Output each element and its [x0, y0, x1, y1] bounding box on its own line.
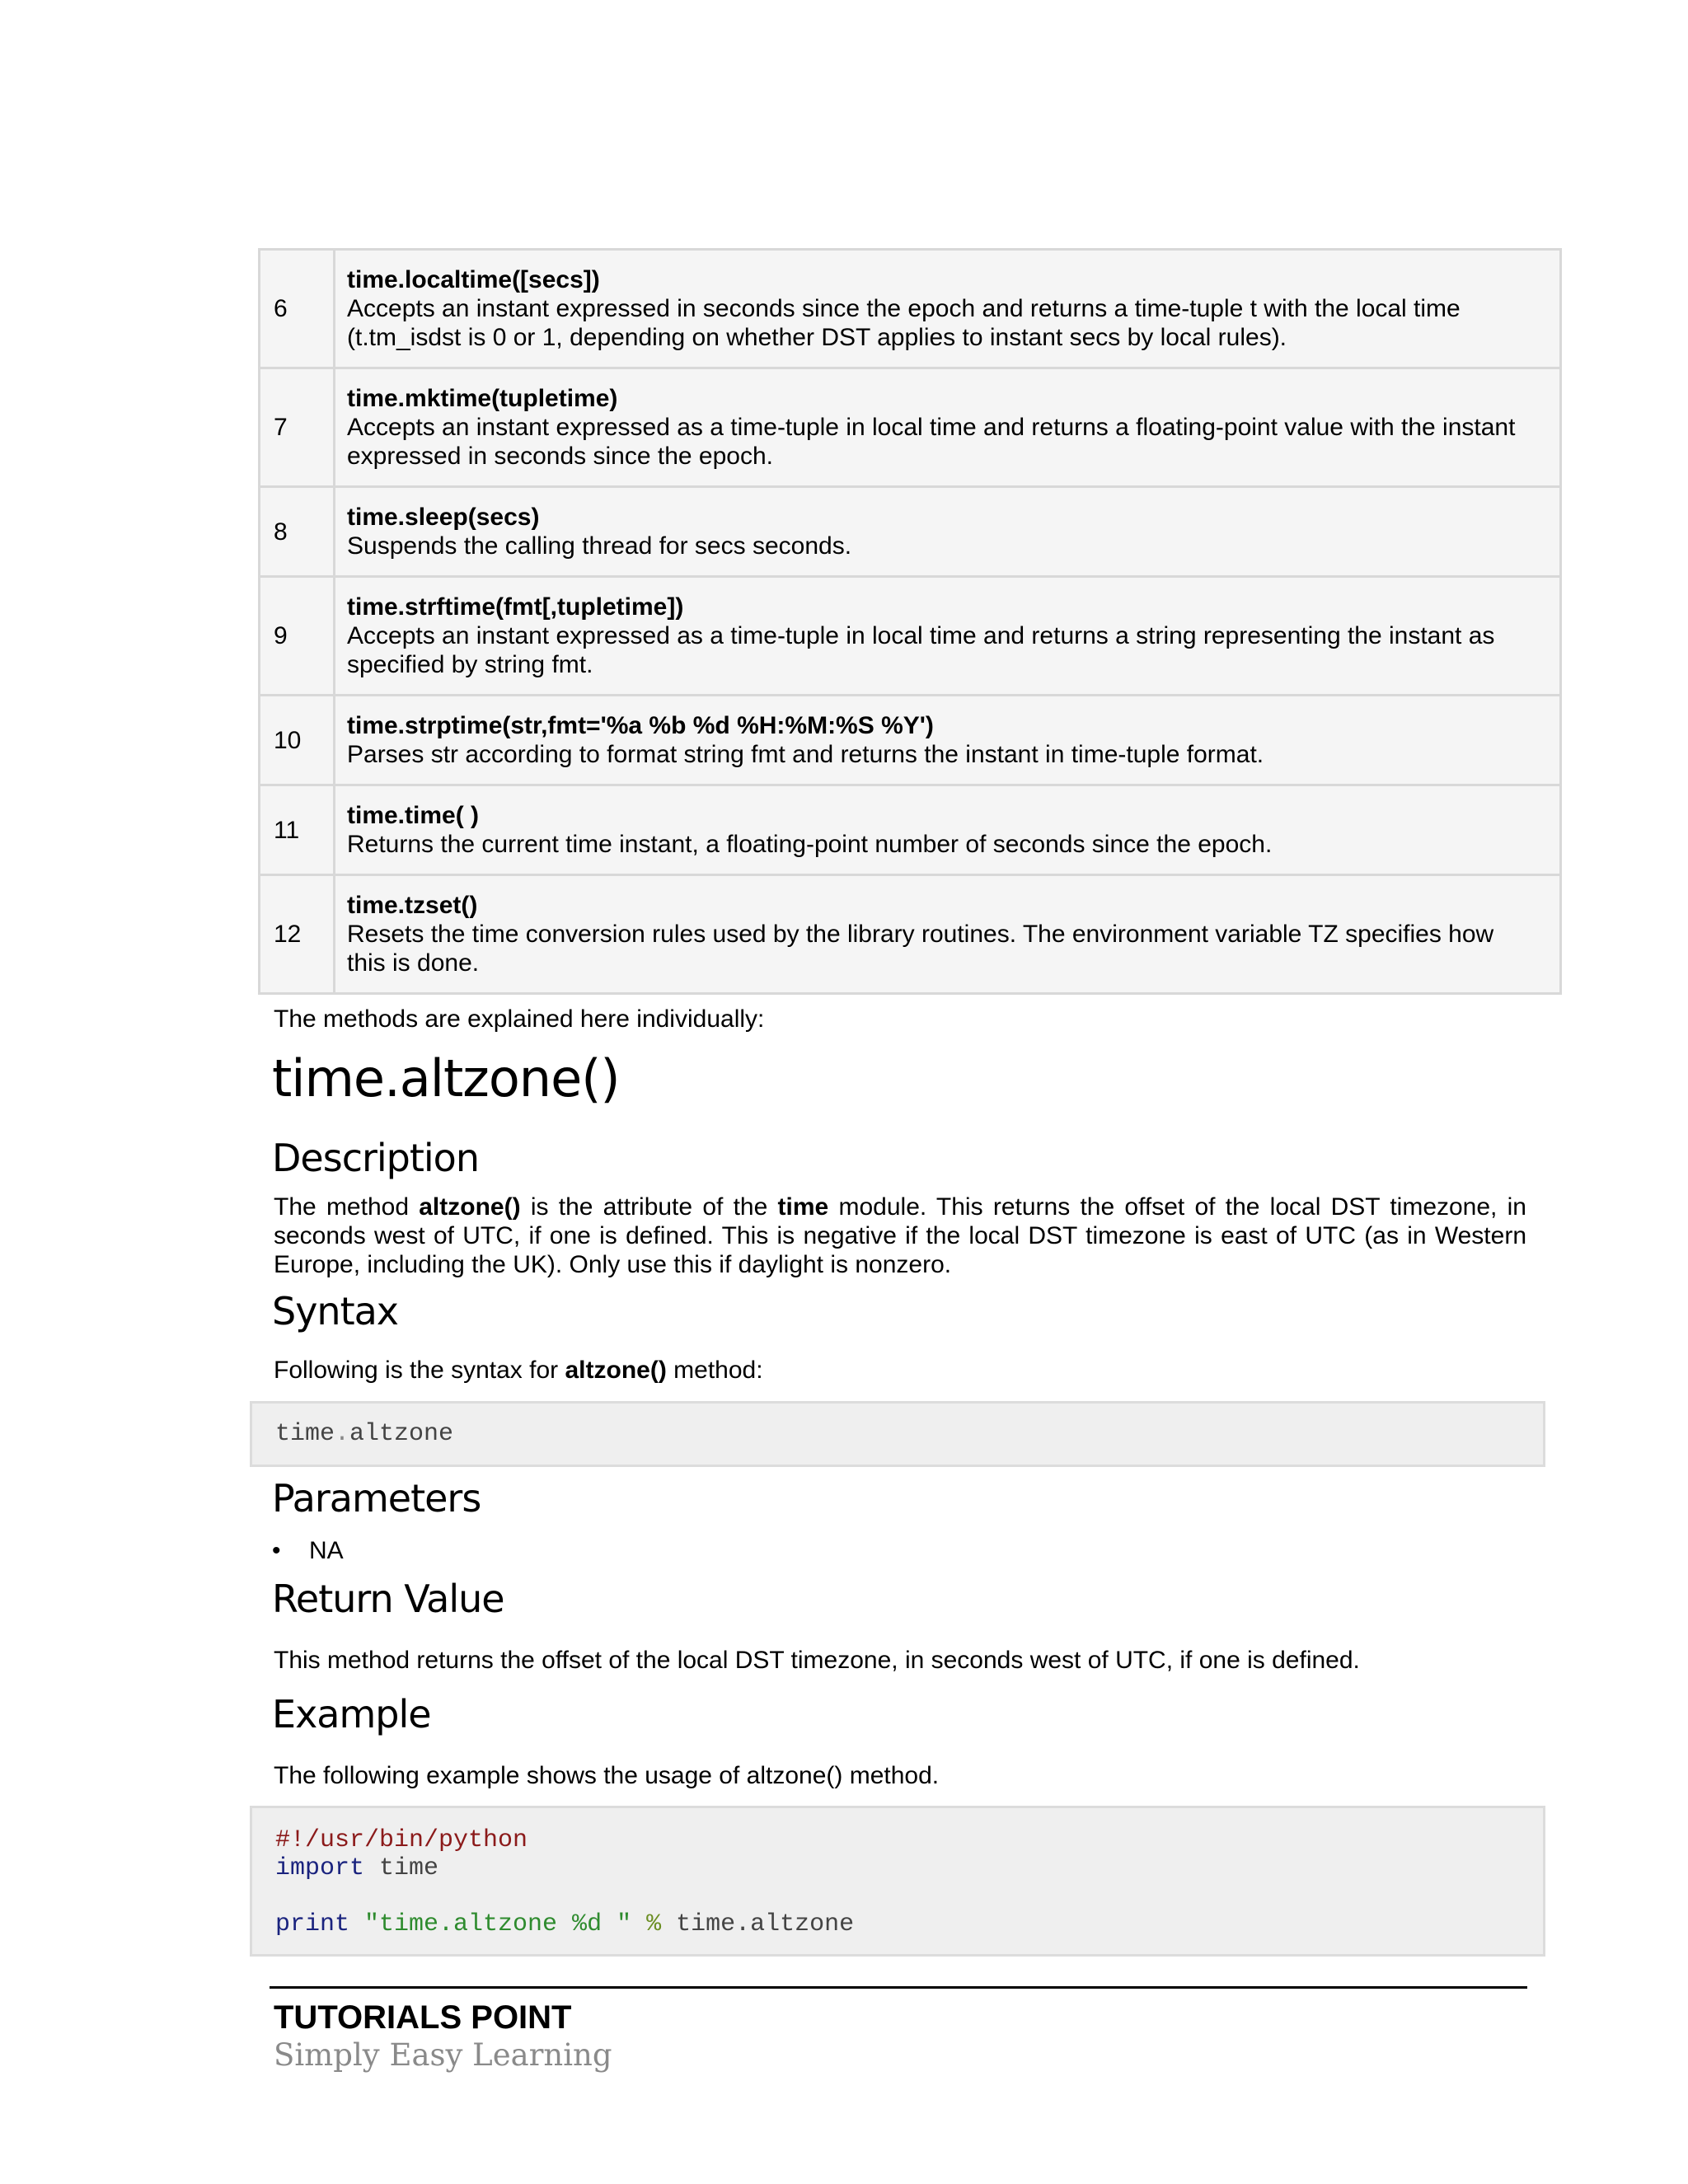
description-text [274, 1193, 1526, 1279]
method-name: time.tzset() [347, 892, 478, 919]
row-number: 11 [260, 785, 335, 875]
code-token: altzone [349, 1420, 454, 1448]
row-number: 9 [260, 577, 335, 696]
row-number: 8 [260, 487, 335, 577]
syntax-heading: Syntax [272, 1289, 399, 1333]
intro-text: The methods are explained here individually: [274, 1005, 765, 1033]
table-row [260, 368, 1561, 487]
syntax-code-block [250, 1401, 1545, 1467]
method-description: Returns the current time instant, a floating-point number of seconds since the epoch. [347, 831, 1273, 858]
syntax-intro-part: method: [666, 1357, 763, 1384]
method-description: Accepts an instant expressed as a time-tuple in local time and returns a floating-point value with the instant expressed in seconds since the epoch. [347, 414, 1516, 470]
list-item: • NA [272, 1536, 344, 1565]
method-name: time.localtime([secs]) [347, 266, 600, 293]
return-value-heading: Return Value [272, 1577, 504, 1621]
table-row [260, 696, 1561, 785]
code-string: "time.altzone %d " [349, 1910, 632, 1938]
row-content [335, 250, 1561, 368]
table-row [260, 487, 1561, 577]
description-text-part: The method [274, 1193, 420, 1221]
footer-brand: TUTORIALS POINT [274, 1999, 572, 2036]
code-token: time.altzone [661, 1910, 855, 1938]
table-row [260, 577, 1561, 696]
description-text-part: is the attribute of the [520, 1193, 778, 1221]
code-token: time [364, 1854, 439, 1882]
description-bold-term: altzone() [419, 1193, 521, 1221]
row-number: 10 [260, 696, 335, 785]
row-content [335, 577, 1561, 696]
row-number: 6 [260, 250, 335, 368]
description-bold-term: time [777, 1193, 829, 1221]
code-keyword: print [275, 1910, 350, 1938]
syntax-intro-part: Following is the syntax for [274, 1357, 565, 1384]
code-operator: % [631, 1910, 662, 1938]
table-row [260, 250, 1561, 368]
code-token: time [275, 1420, 335, 1448]
example-code-block [250, 1806, 1545, 1957]
method-name: time.strptime(str,fmt='%a %b %d %H:%M:%S %Y') [347, 712, 934, 739]
footer-divider [270, 1986, 1527, 1989]
description-text-part: module. This returns the offset of the local DST timezone, in seconds west of UTC, if one is defined. This is negative if the local DST timezone is east of UTC (as in Western Europe, including the UK). Only use this if daylight is nonzero. [274, 1193, 1526, 1278]
example-heading: Example [272, 1692, 431, 1736]
row-content [335, 368, 1561, 487]
methods-table [258, 248, 1562, 995]
row-content [335, 785, 1561, 875]
return-value-text: This method returns the offset of the local DST timezone, in seconds west of UTC, if one is defined. [274, 1647, 1360, 1674]
method-name: time.strftime(fmt[,tupletime]) [347, 593, 684, 621]
footer-tagline: Simply Easy Learning [274, 2037, 612, 2073]
row-number: 12 [260, 875, 335, 994]
method-description: Suspends the calling thread for secs seconds. [347, 532, 852, 560]
description-heading: Description [272, 1136, 479, 1180]
section-title: time.altzone() [272, 1048, 620, 1108]
syntax-intro-bold: altzone() [565, 1357, 667, 1384]
method-description: Accepts an instant expressed in seconds since the epoch and returns a time-tuple t with the local time (t.tm_isdst is 0 or 1, depending on whether DST applies to instant secs by local rules). [347, 295, 1461, 351]
table-row [260, 785, 1561, 875]
code-keyword: import [275, 1854, 365, 1882]
row-content [335, 487, 1561, 577]
table-row [260, 875, 1561, 994]
method-description: Resets the time conversion rules used by the library routines. The environment variable TZ specifies how this is done. [347, 921, 1494, 977]
code-token: . [335, 1420, 350, 1448]
row-number: 7 [260, 368, 335, 487]
method-name: time.mktime(tupletime) [347, 385, 618, 412]
row-content [335, 875, 1561, 994]
syntax-intro [274, 1356, 1526, 1385]
parameters-list [272, 1536, 344, 1565]
method-description: Parses str according to format string fmt and returns the instant in time-tuple format. [347, 741, 1264, 768]
row-content [335, 696, 1561, 785]
method-name: time.time( ) [347, 802, 480, 829]
method-name: time.sleep(secs) [347, 504, 540, 531]
example-intro: The following example shows the usage of altzone() method. [274, 1762, 940, 1789]
parameters-heading: Parameters [272, 1476, 481, 1521]
code-comment: #!/usr/bin/python [275, 1826, 528, 1854]
method-description: Accepts an instant expressed as a time-tuple in local time and returns a string representing the instant as specified by string fmt. [347, 622, 1495, 678]
